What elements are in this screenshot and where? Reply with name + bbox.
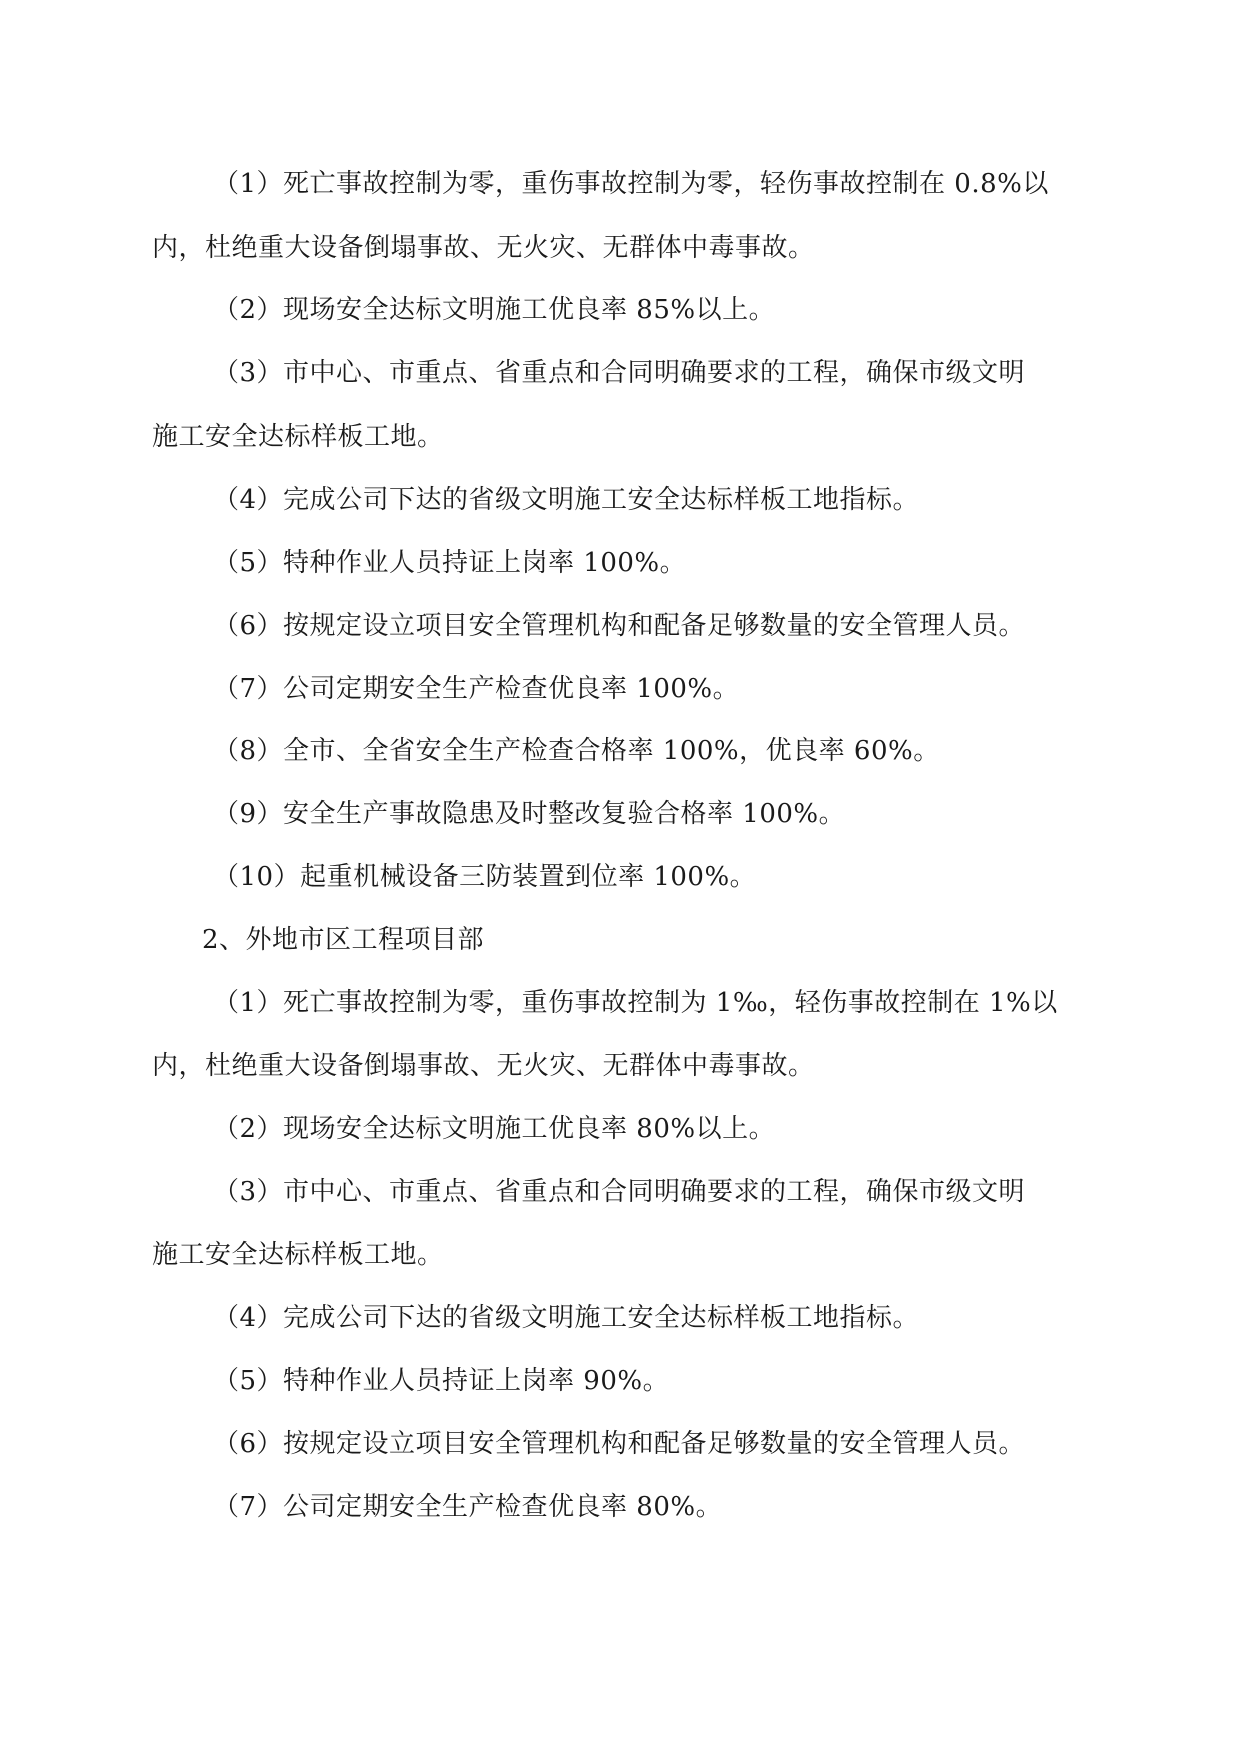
s2-item-6-line-1: （6）按规定设立项目安全管理机构和配备足够数量的安全管理人员。 xyxy=(213,1429,1026,1459)
s2-item-7-line-1: （7）公司定期安全生产检查优良率 80%。 xyxy=(213,1492,723,1522)
s1-item-3-line-2: 施工安全达标样板工地。 xyxy=(152,422,444,452)
s1-item-10-line-1: （10）起重机械设备三防装置到位率 100%。 xyxy=(213,862,757,892)
s1-item-7-line-1: （7）公司定期安全生产检查优良率 100%。 xyxy=(213,674,740,704)
s2-item-2-line-1: （2）现场安全达标文明施工优良率 80%以上。 xyxy=(213,1114,776,1144)
s1-item-8-line-1: （8）全市、全省安全生产检查合格率 100%，优良率 60%。 xyxy=(213,736,940,766)
s2-item-1-line-1: （1）死亡事故控制为零，重伤事故控制为 1‰，轻伤事故控制在 1%以 xyxy=(213,988,1058,1018)
section-2-heading: 2、外地市区工程项目部 xyxy=(202,925,485,955)
s1-item-9-line-1: （9）安全生产事故隐患及时整改复验合格率 100%。 xyxy=(213,799,846,829)
s1-item-6-line-1: （6）按规定设立项目安全管理机构和配备足够数量的安全管理人员。 xyxy=(213,611,1026,641)
s2-item-4-line-1: （4）完成公司下达的省级文明施工安全达标样板工地指标。 xyxy=(213,1303,920,1333)
s1-item-1-line-2: 内，杜绝重大设备倒塌事故、无火灾、无群体中毒事故。 xyxy=(152,233,815,263)
s2-item-5-line-1: （5）特种作业人员持证上岗率 90%。 xyxy=(213,1366,670,1396)
s1-item-1-line-1: （1）死亡事故控制为零，重伤事故控制为零，轻伤事故控制在 0.8%以 xyxy=(213,169,1049,199)
s2-item-3-line-1: （3）市中心、市重点、省重点和合同明确要求的工程，确保市级文明 xyxy=(213,1177,1026,1207)
s2-item-3-line-2: 施工安全达标样板工地。 xyxy=(152,1240,444,1270)
s1-item-3-line-1: （3）市中心、市重点、省重点和合同明确要求的工程，确保市级文明 xyxy=(213,358,1026,388)
s1-item-4-line-1: （4）完成公司下达的省级文明施工安全达标样板工地指标。 xyxy=(213,485,920,515)
s1-item-5-line-1: （5）特种作业人员持证上岗率 100%。 xyxy=(213,548,687,578)
s1-item-2-line-1: （2）现场安全达标文明施工优良率 85%以上。 xyxy=(213,295,776,325)
s2-item-1-line-2: 内，杜绝重大设备倒塌事故、无火灾、无群体中毒事故。 xyxy=(152,1051,815,1081)
